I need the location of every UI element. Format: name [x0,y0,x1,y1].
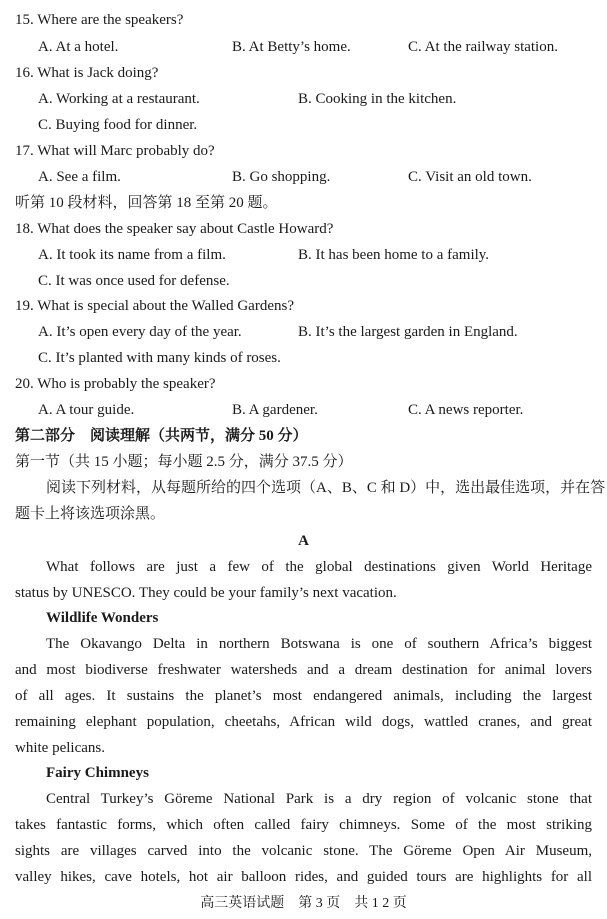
question-18: 18. What does the speaker say about Castle Howard? [15,221,334,237]
passage-label: A [298,533,309,549]
fairy-line-3: sights are villages carved into the volcanic stone. The Göreme Open Air Museum, [15,843,592,859]
fairy-line-2: takes fantastic forms, which often called fairy chimneys. Some of the most striking [15,817,592,833]
q19-option-c: C. It’s planted with many kinds of roses. [38,350,281,366]
question-17: 17. What will Marc probably do? [15,143,215,159]
q16-option-c: C. Buying food for dinner. [38,117,198,133]
q18-option-b: B. It has been home to a family. [298,247,490,263]
q20-option-a: A. A tour guide. [38,402,135,418]
q20-option-b: B. A gardener. [232,402,318,418]
q17-option-c: C. Visit an old town. [408,169,532,185]
listening-instruction-10: 听第 10 段材料，回答第 18 至第 20 题。 [15,195,278,211]
q15-option-b: B. At Betty’s home. [232,39,351,55]
q18-option-c: C. It was once used for defense. [38,273,230,289]
section-one-heading: 第一节（共 15 小题；每小题 2.5 分，满分 37.5 分） [15,454,353,470]
q20-option-c: C. A news reporter. [408,402,524,418]
reading-instruction-line-2: 题卡上将该选项涂黑。 [15,506,166,522]
wildlife-line-5: white pelicans. [15,740,105,756]
page-footer: 高三英语试题 第 3 页 共 1 2 页 [200,896,407,911]
wildlife-heading: Wildlife Wonders [46,610,159,626]
q19-option-a: A. It’s open every day of the year. [38,324,242,340]
q16-option-a: A. Working at a restaurant. [38,91,200,107]
question-20: 20. Who is probably the speaker? [15,376,216,392]
question-15: 15. Where are the speakers? [15,12,184,28]
wildlife-line-4: remaining elephant population, cheetahs, African wild dogs, wattled cranes, and great [15,714,592,730]
q16-option-b: B. Cooking in the kitchen. [298,91,457,107]
q15-option-c: C. At the railway station. [408,39,558,55]
fairy-line-1: Central Turkey’s Göreme National Park is a dry region of volcanic stone that [46,791,592,807]
wildlife-line-3: of all ages. It sustains the planet’s most endangered animals, including the largest [15,688,592,704]
q19-option-b: B. It’s the largest garden in England. [298,324,518,340]
q17-option-b: B. Go shopping. [232,169,331,185]
question-16: 16. What is Jack doing? [15,65,159,81]
wildlife-line-1: The Okavango Delta in northern Botswana is one of southern Africa’s biggest [46,636,592,652]
wildlife-line-2: and most biodiverse freshwater watersheds and a dream destination for animal lovers [15,662,592,678]
intro-line-2: status by UNESCO. They could be your family’s next vacation. [15,585,397,601]
fairy-heading: Fairy Chimneys [46,765,149,781]
q18-option-a: A. It took its name from a film. [38,247,226,263]
q15-option-a: A. At a hotel. [38,39,119,55]
intro-line-1: What follows are just a few of the global destinations given World Heritage [46,559,592,575]
fairy-line-4: valley hikes, cave hotels, hot air balloon rides, and guided tours are highlights for all [15,869,592,885]
q17-option-a: A. See a film. [38,169,121,185]
part-two-heading: 第二部分 阅读理解（共两节，满分 50 分） [15,428,308,444]
reading-instruction-line-1: 阅读下列材料，从每题所给的四个选项（A、B、C 和 D）中，选出最佳选项，并在答 [46,480,606,496]
question-19: 19. What is special about the Walled Gardens? [15,298,294,314]
